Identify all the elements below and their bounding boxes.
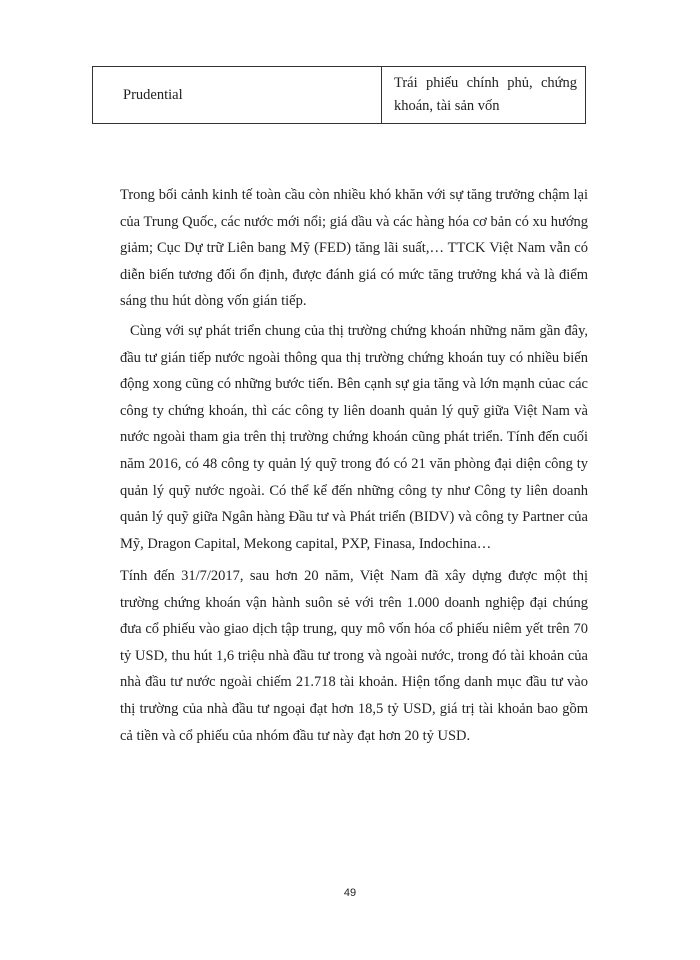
paragraph-text: Tính đến 31/7/2017, sau hơn 20 năm, Việt Nam đã xây dựng được một thị trường chứng khoán vận hành suôn sẻ với trên 1.000 doanh nghiệp đại chúng đưa cổ phiếu vào giao dịch tập trung, quy mô vốn hóa cổ phiếu niêm yết trên 70 tỷ USD, thu hút 1,6 triệu nhà đầu tư trong và ngoài nước, trong đó tài khoản của nhà đầu tư nước ngoài chiếm 21.718 tài khoản. Hiện tổng danh mục đầu tư vào thị trường của nhà đầu tư ngoại đạt hơn 18,5 tỷ USD, giá trị tài khoản bao gồm cả tiền và cổ phiếu của nhóm đầu tư này đạt hơn 20 tỷ USD. <box>120 568 588 744</box>
investor-table <box>92 66 586 124</box>
paragraph-1 <box>120 182 588 315</box>
company-cell: Prudential <box>93 67 382 124</box>
paragraph-3 <box>120 563 588 749</box>
table-row <box>93 67 586 124</box>
paragraph-text: Trong bối cảnh kinh tế toàn cầu còn nhiều khó khăn với sự tăng trưởng chậm lại của Trung Quốc, các nước mới nổi; giá dầu và các hàng hóa cơ bản có xu hướng giảm; Cục Dự trữ Liên bang Mỹ (FED) tăng lãi suất,… TTCK Việt Nam vẫn có diễn biến tương đối ổn định, được đánh giá có mức tăng trưởng khá và là điểm sáng thu hút dòng vốn gián tiếp. <box>120 187 588 310</box>
paragraph-text: Cùng với sự phát triển chung của thị trường chứng khoán những năm gần đây, đầu tư gián tiếp nước ngoài thông qua thị trường chứng khoán tuy có nhiều biến động xong cũng có những bước tiến. Bên cạnh sự gia tăng và lớn mạnh củac các công ty chứng khoán, thì các công ty liên doanh quản lý quỹ giữa Việt Nam và nước ngoài tham gia trên thị trường chứng khoán cũng phát triển. Tính đến cuối năm 2016, có 48 công ty quản lý quỹ trong đó có 21 văn phòng đại diện công ty quản lý quỹ nước ngoài. Có thể kể đến những công ty như Công ty liên doanh quản lý quỹ giữa Ngân hàng Đầu tư và Phát triển (BIDV) và công ty Partner của Mỹ, Dragon Capital, Mekong capital, PXP, Finasa, Indochina… <box>120 323 588 552</box>
asset-types-cell: Trái phiếu chính phủ, chứng khoán, tài sản vốn <box>382 67 586 124</box>
paragraph-2 <box>120 318 588 557</box>
page-number: 49 <box>343 887 357 899</box>
